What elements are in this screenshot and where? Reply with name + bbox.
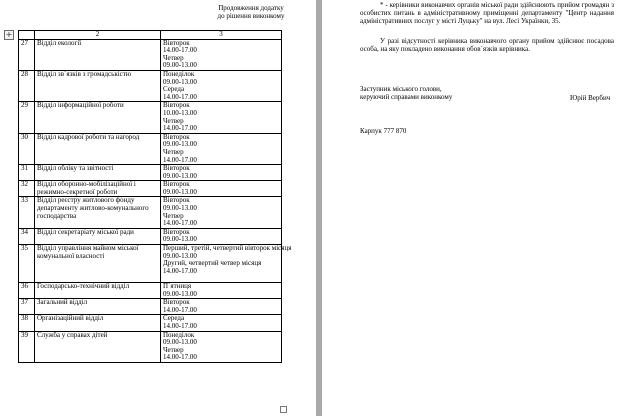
table-row xyxy=(19,315,282,331)
department-name: Загальний відділ xyxy=(35,299,161,315)
row-number: 32 xyxy=(19,181,35,197)
row-number: 34 xyxy=(19,228,35,244)
schedule-line: Понеділок xyxy=(163,330,195,339)
schedule-line: Понеділок xyxy=(163,69,195,78)
schedule-line: 14.00-17.00 xyxy=(163,219,197,228)
schedule-line: Вівторок xyxy=(163,38,190,47)
schedule-line: 14.00-17.00 xyxy=(163,305,197,314)
schedule-line: 14.00-17.00 xyxy=(163,353,197,362)
schedule-line: Середа xyxy=(163,85,185,94)
reception-schedule xyxy=(161,315,282,331)
row-number: 29 xyxy=(19,102,35,133)
schedule-line: 09.00-13.00 xyxy=(163,171,197,180)
department-name: Відділ секретаріату міської ради xyxy=(35,228,161,244)
schedule-line: Середа xyxy=(163,314,185,323)
schedule-line: Вівторок xyxy=(163,164,190,173)
schedule-line: Вівторок xyxy=(163,298,190,307)
department-name: Відділ реєстру житлового фонду департаменту житлово-комунального господарства xyxy=(35,197,161,228)
schedule-line: 09.00-13.00 xyxy=(163,289,197,298)
row-number: 37 xyxy=(19,299,35,315)
schedule-line: Вівторок xyxy=(163,180,190,189)
schedule-line: Четвер xyxy=(163,147,184,156)
schedule-line: Вівторок xyxy=(163,227,190,236)
table-row xyxy=(19,245,282,283)
table-row xyxy=(19,228,282,244)
row-number: 28 xyxy=(19,70,35,101)
note-reception-location: * - керівники виконавчих органів міської ради здійснюють прийом громадян з особистих питань в адміністративному приміщенні департаменту "Центр надання адміністративних послуг у місті Луцьку" на вул. Лесі Українки, 35. xyxy=(360,1,614,25)
reception-schedule xyxy=(161,331,282,362)
department-name: Відділ кадрової роботи та нагород xyxy=(35,133,161,164)
schedule-line: П`ятниця xyxy=(163,282,192,291)
appendix-header-line1: Продовження додатку xyxy=(218,4,284,12)
department-name: Організаційний відділ xyxy=(35,315,161,331)
table-move-handle-icon[interactable]: + xyxy=(5,30,13,39)
table-row xyxy=(19,181,282,197)
column-header-num xyxy=(19,31,35,40)
reception-schedule xyxy=(161,299,282,315)
schedule-line: 09.00-13.00 xyxy=(163,235,197,244)
department-name: Відділ зв`язків з громадськістю xyxy=(35,70,161,101)
schedule-line: 09.00-13.00 xyxy=(163,187,197,196)
department-name: Відділ оборонно-мобілізаційної і режимно-секретної роботи xyxy=(35,181,161,197)
row-number: 36 xyxy=(19,283,35,299)
table-row xyxy=(19,70,282,101)
schedule-line: Другий, четвертий четвер місяця xyxy=(163,259,262,268)
row-number: 31 xyxy=(19,165,35,181)
schedule-line: 09.00-13.00 xyxy=(163,140,197,149)
reception-schedule-table xyxy=(18,30,292,363)
signature-name: Юрій Вербич xyxy=(570,94,611,102)
schedule-line: 14.00-17.00 xyxy=(163,322,197,330)
schedule-line: Четвер xyxy=(163,53,184,62)
table-row xyxy=(19,39,282,70)
schedule-line: 09.00-13.00 xyxy=(163,251,197,260)
department-name: Служба у справах дітей xyxy=(35,331,161,362)
schedule-line: 10.00-13.00 xyxy=(163,108,197,117)
reception-schedule xyxy=(161,165,282,181)
appendix-header-line2: до рішення виконкому xyxy=(217,12,285,20)
reception-schedule xyxy=(161,197,282,228)
executor-info: Карпук 777 870 xyxy=(360,127,407,135)
table-row xyxy=(19,102,282,133)
reception-schedule xyxy=(161,133,282,164)
schedule-line: Вівторок xyxy=(163,196,190,205)
schedule-line: 09.00-13.00 xyxy=(163,204,197,213)
table-resize-handle[interactable] xyxy=(280,406,287,413)
department-name: Господарсько-технічний відділ xyxy=(35,283,161,299)
schedule-line: 09.00-13.00 xyxy=(163,61,197,70)
row-number: 35 xyxy=(19,245,35,283)
row-number: 33 xyxy=(19,197,35,228)
schedule-line: 09.00-13.00 xyxy=(163,77,197,86)
reception-schedule xyxy=(161,283,282,299)
table-row xyxy=(19,283,282,299)
reception-schedule xyxy=(161,228,282,244)
row-number: 39 xyxy=(19,331,35,362)
reception-schedule xyxy=(161,181,282,197)
document-page-right xyxy=(322,0,640,416)
schedule-line: Перший, третій, четвертий вівторок місяця xyxy=(163,244,292,253)
table-row xyxy=(19,165,282,181)
appendix-header xyxy=(196,4,306,20)
schedule-line: 14.00-17.00 xyxy=(163,92,197,101)
reception-schedule xyxy=(161,70,282,101)
reception-schedule xyxy=(161,244,292,283)
schedule-line: 14.00-17.00 xyxy=(163,266,197,275)
reception-schedule xyxy=(161,102,282,133)
department-name: Відділ управління майном міської комунальної власності xyxy=(35,245,161,283)
schedule-line: Четвер xyxy=(163,345,184,354)
department-name: Відділ інформаційної роботи xyxy=(35,102,161,133)
schedule-line: Четвер xyxy=(163,116,184,125)
schedule-line: 14.00-17.00 xyxy=(163,46,197,55)
table-row xyxy=(19,299,282,315)
table-row xyxy=(19,197,282,228)
table-header-row xyxy=(19,31,282,40)
row-number: 30 xyxy=(19,133,35,164)
column-header-schedule: 3 xyxy=(161,31,282,40)
row-number: 27 xyxy=(19,39,35,70)
schedule-line: Вівторок xyxy=(163,132,190,141)
schedule-line: 14.00-17.00 xyxy=(163,124,197,133)
note-absence: У разі відсутності керівника виконавчого органу прийом здійснює посадова особа, на яку покладено виконання обов`язків керівника. xyxy=(360,37,614,53)
schedule-line: 14.00-17.00 xyxy=(163,155,197,164)
row-number: 38 xyxy=(19,315,35,331)
table-row xyxy=(19,133,282,164)
signature-title-line2: керуючий справами виконкому xyxy=(360,93,453,101)
schedule-line: Четвер xyxy=(163,211,184,220)
signature-title-line1: Заступник міського голови, xyxy=(360,85,442,93)
department-name: Відділ обліку та звітності xyxy=(35,165,161,181)
table-row xyxy=(19,331,282,362)
column-header-name: 2 xyxy=(35,31,161,40)
department-name: Відділ екології xyxy=(35,39,161,70)
schedule-line: 09.00-13.00 xyxy=(163,338,197,347)
reception-schedule xyxy=(161,39,282,70)
schedule-line: Вівторок xyxy=(163,101,190,110)
